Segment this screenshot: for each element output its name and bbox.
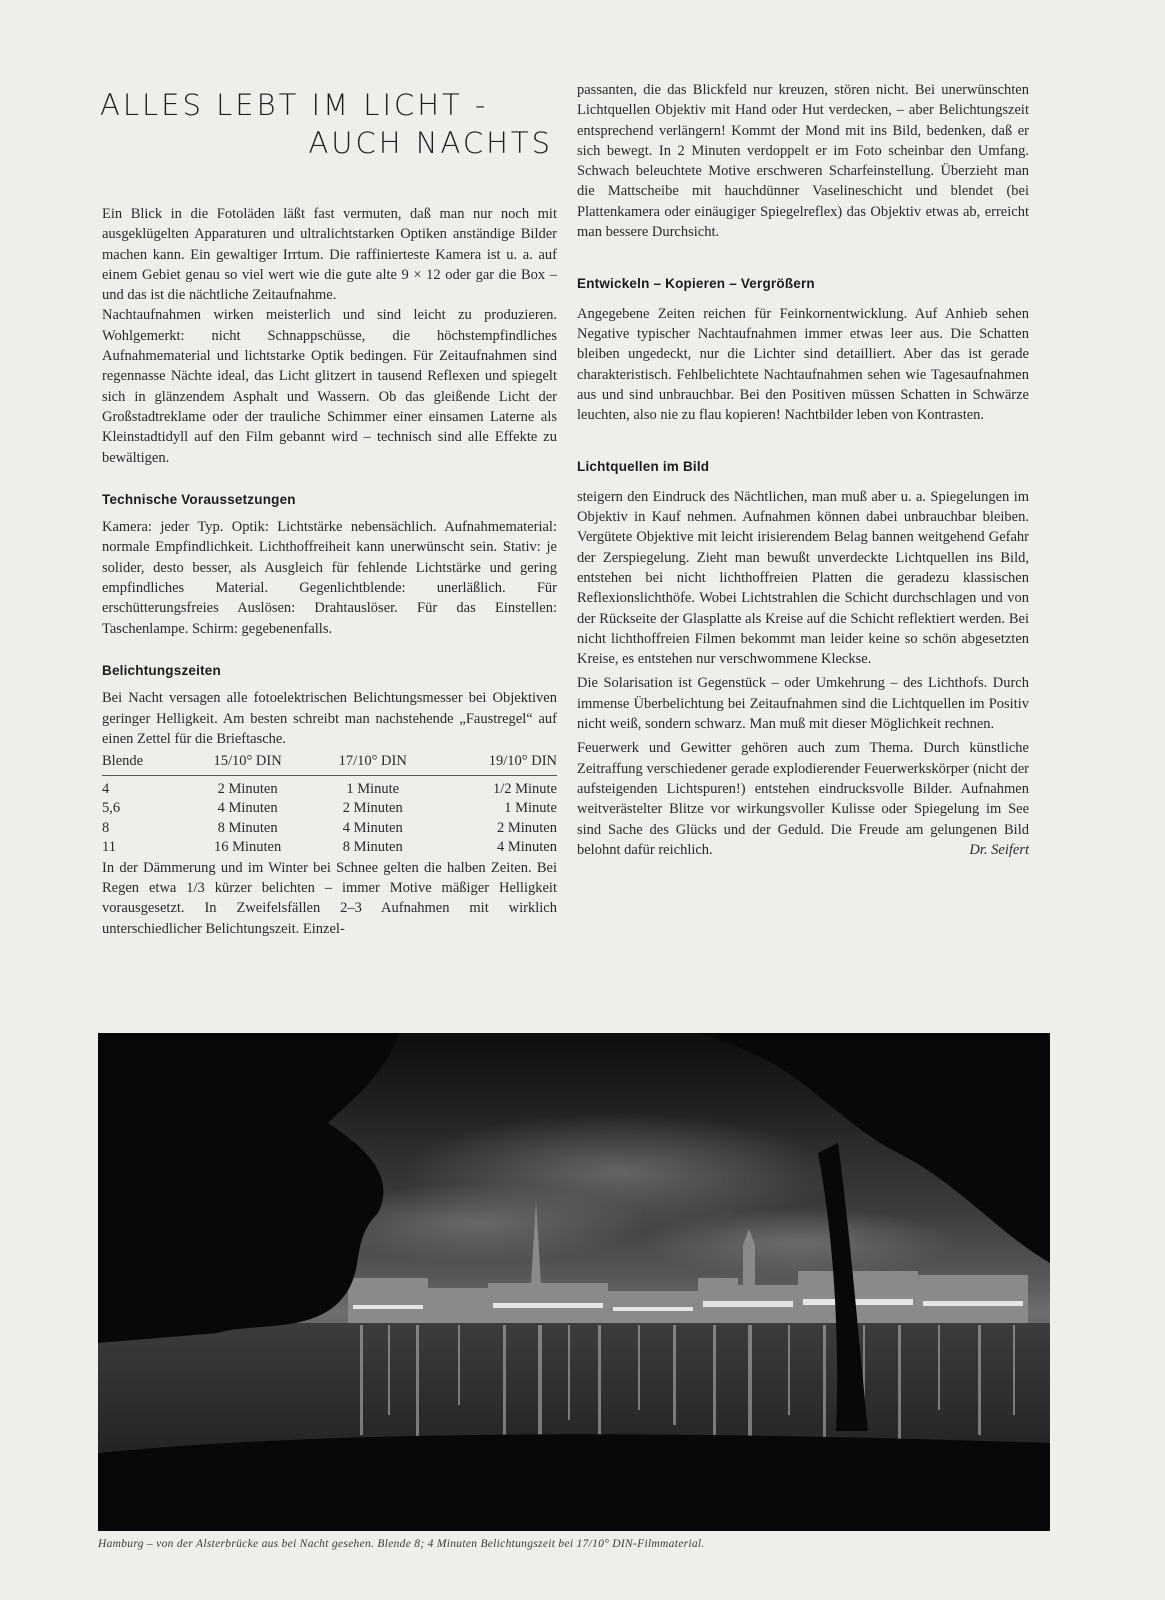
table-cell: 2 Minuten	[342, 800, 403, 817]
develop-heading: Entwickeln – Kopieren – Vergrößern	[577, 276, 815, 292]
table-cell: 4 Minuten	[342, 819, 403, 836]
table-header-din-19: 19/10° DIN	[434, 752, 557, 775]
table-cell: 8 Minuten	[217, 819, 278, 836]
author-signature: Dr. Seifert	[969, 841, 1029, 858]
table-row	[102, 799, 557, 819]
cloud-shape	[638, 1208, 958, 1278]
table-header-row	[102, 752, 557, 775]
tech-paragraph: Kamera: jeder Typ. Optik: Lichtstärke nebensächlich. Aufnahmematerial: normale Empfindlichkeit. Lichthoffreiheit kann unerwünscht sein. Stativ: je solider, desto besser, als Ausgleich für fehlende Lichtstärke und gering empfindliches Material. Gegenlichtblende: unerläßlich. Für erschütterungsfreies Auslösen: Drahtauslöser. Für das Einstellen: Taschenlampe. Schirm: gegebenenfalls.	[102, 519, 557, 637]
continued-paragraph: passanten, die das Blickfeld nur kreuzen, stören nicht. Bei unerwünschten Lichtquellen Objektiv mit Hand oder Hut verdecken, – aber Belichtungszeit entsprechend verlängern! Kommt der Mond mit ins Bild, bedenken, daß er sich bewegt. In 2 Minuten verdoppelt er im Foto scheinbar den Umfang. Schwach beleuchtete Motive erschweren Scharfeinstellung. Überzieht man die Mattscheibe mit hauchdünner Vaselineschicht und blendet (bei Plattenkamera oder einäugiger Spiegelreflex) das Objektiv etwas ab, erreicht man bessere Durchsicht.	[577, 82, 1029, 241]
table-cell: 4	[102, 780, 110, 797]
table-cell: 1 Minute	[504, 800, 557, 817]
tech-heading: Technische Voraussetzungen	[102, 491, 296, 507]
exposure-table	[102, 752, 557, 858]
exposure-heading: Belichtungszeiten	[102, 662, 221, 678]
develop-paragraph: Angegebene Zeiten reichen für Feinkornentwicklung. Auf Anhieb sehen Negative typischer Nachtaufnahmen immer etwas leer aus. Die Schatten bleiben ungedeckt, nur die Lichter sind detailliert. Aber das ist gerade charakteristisch. Fehlbelichtete Nachtaufnahmen sehen wie Tagesaufnahmen aus und sind unbrauchbar. Bei den Positiven müssen Schatten in Schwärze leuchten, also nie zu flau kopieren! Nachtbilder leben von Kontrasten.	[577, 305, 1029, 424]
title-line-1: ALLES LEBT IM LICHT -	[100, 88, 489, 122]
table-header-blende: Blende	[102, 752, 184, 775]
light-paragraph-1: steigern den Eindruck des Nächtlichen, man muß aber u. a. Spiegelungen im Objektiv in Kauf nehmen. Aufnahmen können dabei unbrauchbar bleiben. Vergütete Objektive mit leicht irisierendem Belag bannen weitgehend Gefahr der Zerspiegelung. Zieht man bewußt unverdeckte Lichtquellen ins Bild, entstehen bei nicht lichthoffreien Platten die geradezu klassischen Reflexionslichthöfe. Wobei Lichtstrahlen die Schicht durchschlagen und von der Rückseite der Glasplatte als Kreise auf die Schicht reflektiert werden. Bei nicht lichthoffreien Filmen bekommt man leider keine so schön abgesetzten Kreise, es entstehen nur verschwommene Kleckse.	[577, 488, 1029, 668]
table-cell: 16 Minuten	[213, 839, 282, 856]
table-cell: 8	[102, 819, 110, 836]
exposure-after-paragraph: In der Dämmerung und im Winter bei Schnee gelten die halben Zeiten. Bei Regen etwa 1/3 kürzer belichten – immer Motive mäßiger Helligkeit vorausgesetzt. In Zweifelsfällen 2–3 Aufnahmen mit wirklich unterschiedlicher Belichtungszeit. Einzel-	[102, 859, 557, 937]
night-photo-hamburg	[98, 1033, 1050, 1531]
exposure-paragraph: Bei Nacht versagen alle fotoelektrischen Belichtungsmesser bei Objektiven geringer Helligkeit. Am besten schreibt man nachstehende „Faustregel“ auf einen Zettel für die Brieftasche.	[102, 690, 557, 747]
intro-paragraph-2: Nachtaufnahmen wirken meisterlich und sind leicht zu produzieren. Wohlgemerkt: nicht Schnappschüsse, die höchstempfindliches Aufnahmematerial und lichtstarke Optik bedingen. Für Zeitaufnahmen sind regennasse Nächte ideal, das Licht glitzert in tausend Reflexen und spiegelt sich in glänzendem Asphalt und Wassern. Ob das gleißende Licht der Großstadtreklame oder der trauliche Schimmer einer einsamen Laterne als Kleinstadtidyll auf den Film gebannt wird – technisch sind alle Effekte zu bewältigen.	[102, 307, 557, 466]
light-heading: Lichtquellen im Bild	[577, 459, 710, 475]
table-cell: 4 Minuten	[496, 839, 557, 856]
table-header-din-15: 15/10° DIN	[184, 752, 311, 775]
light-paragraph-3	[577, 738, 1029, 860]
table-header-din-17: 17/10° DIN	[311, 752, 434, 775]
table-cell: 11	[102, 839, 116, 856]
table-row	[102, 819, 557, 839]
light-paragraph-3-text: Feuerwerk und Gewitter gehören auch zum Thema. Durch künstliche Zeitraffung verschiedener gerade explodierender Feuerwerkskörper (nicht der aufsteigenden Lichtspuren!) entstehen eindrucksvolle Bilder. Aufnahmen weitverästelter Blitze vor wirkungsvoller Kulisse oder Spiegelung im See sind Sache des Glücks und der Geduld. Die Freude am gelungenen Bild belohnt dafür reichlich.	[577, 740, 1029, 858]
article-title	[100, 86, 555, 162]
table-row	[102, 838, 557, 858]
photo-illustration	[98, 1033, 1050, 1531]
photo-caption: Hamburg – von der Alsterbrücke aus bei Nacht gesehen. Blende 8; 4 Minuten Belichtungszeit bei 17/10° DIN-Filmmaterial.	[98, 1538, 705, 1550]
table-cell: 4 Minuten	[217, 800, 278, 817]
table-row	[102, 775, 557, 799]
table-cell: 1 Minute	[346, 780, 400, 797]
title-line-2: AUCH NACHTS	[308, 126, 553, 160]
table-cell: 2 Minuten	[217, 780, 278, 797]
table-cell: 2 Minuten	[496, 819, 557, 836]
right-column	[577, 80, 1029, 860]
table-cell: 1/2 Minute	[492, 780, 557, 797]
light-paragraph-2: Die Solarisation ist Gegenstück – oder Umkehrung – des Lichthofs. Durch immense Überbelichtung bei Zeitaufnahmen sind die Lichtquellen im Positiv nicht weiß, sondern schwarz. Man muß mit dieser Möglichkeit rechnen.	[577, 675, 1029, 733]
table-cell: 5,6	[102, 800, 121, 817]
left-column	[102, 204, 557, 939]
intro-paragraph-1: Ein Blick in die Fotoläden läßt fast vermuten, daß man nur noch mit ausgeklügelten Apparaturen und ultralichtstarken Optiken anständige Bilder machen kann. Ein gewaltiger Irrtum. Die raffinierteste Kamera ist u. a. auf einem Gebiet genau so viel wert wie die gute alte 9 × 12 oder gar die Box – und das ist die nächtliche Zeitaufnahme.	[102, 206, 557, 304]
table-cell: 8 Minuten	[342, 839, 403, 856]
